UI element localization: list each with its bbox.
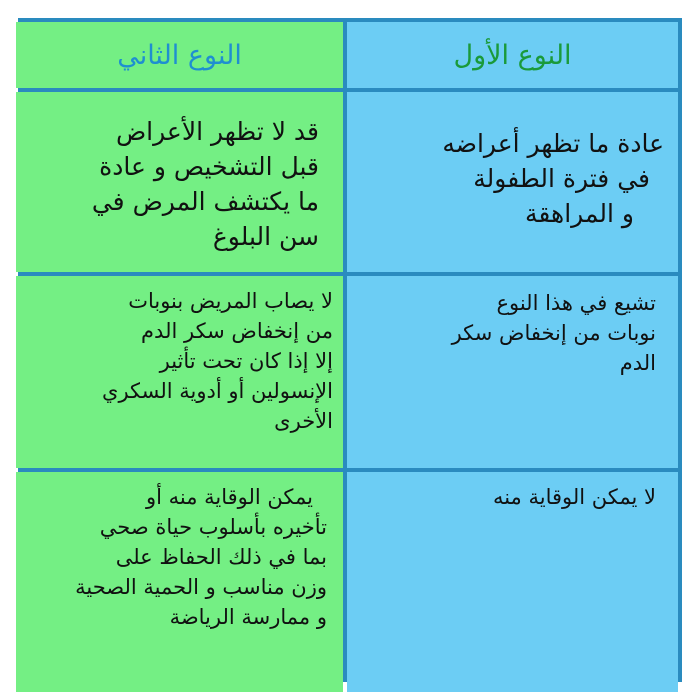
cell-line: و المراهقة [524, 199, 634, 228]
cell-line: تأخيره بأسلوب حياة صحي [99, 515, 327, 539]
cell-line: في فترة الطفولة [473, 164, 650, 193]
cell-line: ما يكتشف المرض في [91, 187, 319, 216]
cell-line: عادة ما تظهر أعراضه [442, 129, 664, 158]
cell-type-2-hypoglycemia [16, 276, 343, 468]
cell-type-2-onset [16, 92, 343, 272]
cell-line: سن البلوغ [212, 222, 319, 251]
cell-line: قد لا تظهر الأعراض [115, 117, 319, 146]
cell-line: لا يمكن الوقاية منه [492, 485, 656, 509]
header-type-2-label: النوع الثاني [117, 39, 242, 71]
cell-line: الإنسولين أو أدوية السكري [102, 379, 333, 403]
cell-type-1-onset [347, 92, 678, 272]
cell-line: من إنخفاض سكر الدم [141, 319, 333, 343]
cell-line: يمكن الوقاية منه أو [145, 485, 313, 509]
cell-line: لا يصاب المريض بنوبات [128, 289, 333, 313]
cell-line: قبل التشخيص و عادة [99, 152, 319, 181]
cell-type-1-prevention [347, 472, 678, 692]
cell-line: الأخرى [274, 409, 333, 433]
cell-line: و ممارسة الرياضة [169, 605, 327, 629]
cell-line: الدم [619, 351, 656, 375]
cell-line: نوبات من إنخفاض سكر [451, 321, 656, 345]
header-type-2 [16, 22, 343, 88]
cell-line: تشيع في هذا النوع [496, 291, 656, 315]
comparison-table [18, 18, 682, 682]
cell-type-2-prevention [16, 472, 343, 692]
cell-type-1-hypoglycemia [347, 276, 678, 468]
header-type-1-label: النوع الأول [453, 39, 572, 71]
cell-line: إلا إذا كان تحت تأثير [159, 349, 333, 373]
cell-line: وزن مناسب و الحمية الصحية [75, 575, 327, 599]
header-type-1 [347, 22, 678, 88]
cell-line: بما في ذلك الحفاظ على [115, 545, 327, 569]
